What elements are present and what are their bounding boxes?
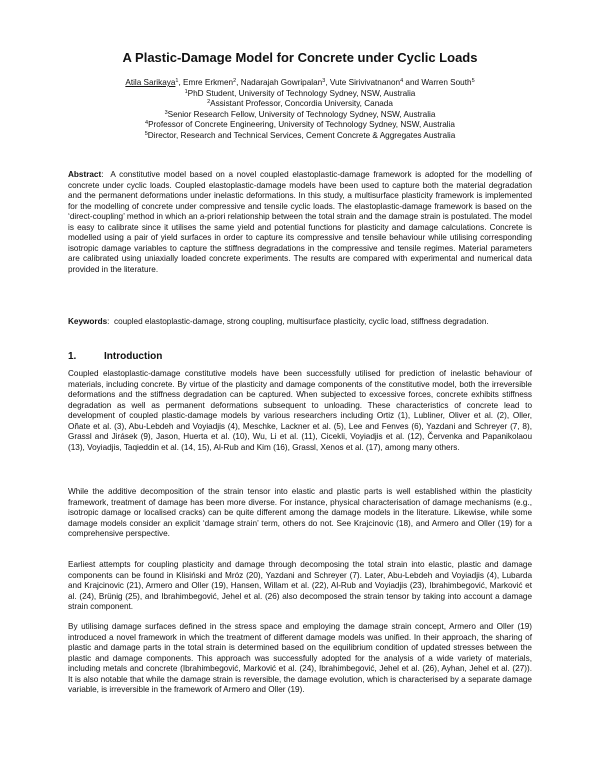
affiliation-sup: 3 [164,109,168,116]
author-sup: 5 [471,78,475,84]
affiliation [0,131,600,142]
affiliation [0,99,600,110]
affiliation-text: PhD Student, University of Technology Sydney, NSW, Australia [187,88,416,98]
author-sup: 1 [175,78,179,84]
affiliation [0,110,600,121]
author-block [0,78,600,142]
author-name: Vute Sirivivatnanon [329,78,401,87]
author-name: Emre Erkmen [183,78,234,87]
body-paragraph: By utilising damage surfaces defined in the stress space and employing the damage strain concept, Armero and Oller (19) introduced a novel framework in which the treatment of different damage models was unified. In their approach, the sharing of plastic and damage parts in the total strain is determined based on the equilibrium condition of updated stresses between the plastic and damage components. This approach was successfully adopted for the analysis of a wide variety of materials, including metals and concrete (Ibrahimbegović, Marković et al. (24), Ibrahimbegović, Jehel et al. (26), Ayhan, Jehel et al. (27)). It is also notable that while the damage strain is reversible, the damage evolution, which is characterised by a separate damage variable, is irreversible in the framework of Armero and Oller (19). [68,622,532,695]
body-paragraph: Coupled elastoplastic-damage constitutive models have been successfully utilised for prediction of inelastic behaviour of materials, including concrete. By virtue of the plasticity and damage components of the constitutive model, both the irreversible deformations and the stiffness degradation can be captured. When subjected to excessive forces, concrete exhibits stiffness degradation as well as permanent deformations subsequent to unloading. These characteristics of concrete lead to development of coupled plastic-damage models by various researchers including Ortiz (1), Lubliner, Oliver et al. (2), Oller, Oñate et al. (3), Abu-Lebdeh and Voyiadjis (4), Meschke, Lackner et al. (5), Lee and Fenves (6), Yazdani and Schreyer (7, 8), Grassl and Jirásek (9), Jason, Huerta et al. (10), Wu, Li et al. (11), Cicekli, Voyiadjis et al. (12), Červenka and Papanikolaou (13), Voyiadjis, Taqieddin et al. (14, 15), Al-Rub and Kim (16), Grassl, Xenos et al. (17), among many others. [68,369,532,452]
affiliation [0,120,600,131]
author-separator: , [236,78,241,87]
affiliation-text: Assistant Professor, Concordia University, Canada [210,99,393,109]
author-sup: 2 [233,78,237,84]
author-name: Warren South [421,78,472,87]
paper-title: A Plastic-Damage Model for Concrete under Cyclic Loads [122,50,478,65]
keywords-label: Keywords [68,317,108,326]
affiliation-sup: 1 [184,88,188,95]
affiliation-text: Director, Research and Technical Services, Cement Concrete & Aggregates Australia [147,130,456,140]
affiliation-sup: 2 [207,99,211,106]
affiliation-sup: 4 [145,120,149,127]
section-number: 1. [68,351,77,362]
author-sup: 4 [400,78,404,84]
author-separator: , [325,78,330,87]
affiliation-text: Professor of Concrete Engineering, University of Technology Sydney, NSW, Australia [148,120,455,130]
abstract-label: Abstract [68,170,102,179]
body-paragraph: While the additive decomposition of the strain tensor into elastic and plastic parts is well established within the plasticity framework, treatment of damage has been more diverse. For instance, physical characterisation of damage mechanisms (e.g., isotropic damage or localised cracks) can be quite different among the damage models in the literature. Likewise, while some damage models consider an explicit ‘damage strain’ term, others do not. See Krajcinovic (18), and Armero and Oller (19) for a comprehensive perspective. [68,487,532,539]
abstract: Abstract: A constitutive model based on a novel coupled elastoplastic-damage framework is adopted for the modelling of concrete under cyclic loads. Coupled elastoplastic-damage models have been used to capture both the material degradation and the permanent deformations under inelastic deformations. In this study, a multisurface plasticity framework is implemented for the modelling of concrete under compressive and tensile cyclic loads. The elastoplastic-damage framework is based on the ‘direct-coupling’ method in which an a-priori relationship between the total strain and the damage strain is postulated. The model is easy to calibrate since it utilises the same yield and potential functions for plasticity and damage calculations. Concrete is modelled using a pair of yield surfaces in order to capture its compressive and tensile behaviour while utilising corresponding isotropic damage variables to capture the stiffness degradations in the compressive and tensile regimes. Material parameters are calibrated using uniaxially loaded concrete experiments. The results are compared with experimental and numerical data provided in the literature. [68,170,532,274]
author-separator: and [403,78,422,87]
author-separator: , [178,78,184,87]
section-heading [68,351,162,362]
affiliation [0,89,600,100]
section-title: Introduction [104,351,163,362]
keywords-text: coupled elastoplastic-damage, strong coupling, multisurface plasticity, cyclic load, stiffness degradation. [113,317,489,326]
author-name: Nadarajah Gowripalan [240,78,323,87]
affiliation-text: Senior Research Fellow, University of Technology Sydney, NSW, Australia [167,109,436,119]
body-paragraph: Earliest attempts for coupling plasticity and damage through decomposing the total strain into elastic, plastic and damage components can be found in Klisiński and Mróz (20), Yazdani and Schreyer (7). Later, Abu-Lebdeh and Voyiadjis (4), Lubarda and Krajcinovic (21), Armero and Oller (19), Hansen, Willam et al. (22), Al-Rub and Voyiadjis (23), Ibrahimbegović, Marković et al. (24), Brünig (25), and Ibrahimbegović, Jehel et al. (26) also decomposed the strain tensor by taking into account a damage strain component. [68,560,532,612]
affiliation-sup: 5 [144,130,148,137]
abstract-text: A constitutive model based on a novel coupled elastoplastic-damage framework is adopted for the modelling of concrete under cyclic loads. Coupled elastoplastic-damage models have been used to capture both the material degradation and the permanent deformations under inelastic deformations. In this study, a multisurface plasticity framework is implemented for the modelling of concrete under compressive and tensile cyclic loads. The elastoplastic-damage framework is based on the ‘direct-coupling’ method in which an a-priori relationship between the total strain and the damage strain is postulated. The model is easy to calibrate since it utilises the same yield and potential functions for plasticity and damage calculations. Concrete is modelled using a pair of yield surfaces in order to capture its compressive and tensile behaviour while utilising corresponding isotropic damage variables to capture the stiffness degradations in the compressive and tensile regimes. Material parameters are calibrated using uniaxially loaded concrete experiments. The results are compared with experimental and numerical data provided in the literature. [68,170,532,274]
author-line [0,78,600,89]
author-name: Atila Sarikaya [125,78,176,87]
keywords: Keywords: coupled elastoplastic-damage, strong coupling, multisurface plasticity, cyclic load, stiffness degradation. [68,317,489,326]
author-sup: 3 [322,78,326,84]
